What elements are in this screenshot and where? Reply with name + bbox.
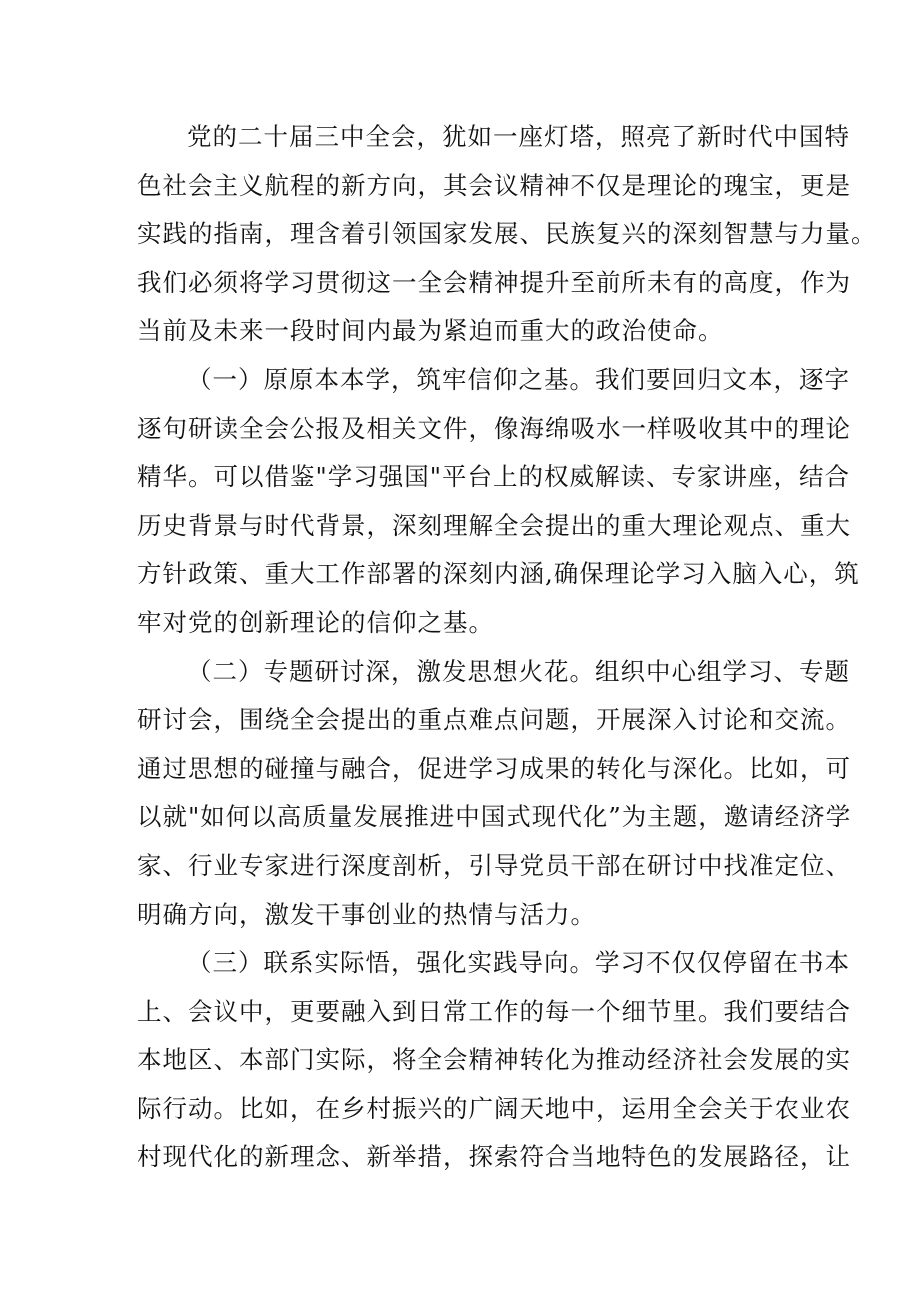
text-line: 上、会议中，更要融入到日常工作的每一个细节里。我们要结合 (137, 996, 851, 1026)
text-line: 历史背景与时代背景，深刻理解全会提出的重大理论观点、重大 (137, 510, 851, 540)
text-line: （一）原原本本学，筑牢信仰之基。我们要回归文本，逐字 (187, 364, 850, 394)
paragraph-section-1 (137, 356, 860, 648)
text-line: 本地区、本部门实际，将全会精神转化为推动经济社会发展的实 (137, 1045, 851, 1075)
text-line: （三）联系实际悟，强化实践导向。学习不仅仅停留在书本 (187, 948, 850, 978)
text-line: 逐句研读全会公报及相关文件，像海绵吸水一样吸收其中的理论 (137, 413, 851, 443)
paragraph-section-2 (137, 648, 852, 940)
text-line: 村现代化的新理念、新举措，探索符合当地特色的发展路径，让 (137, 1142, 851, 1172)
text-line: 我们必须将学习贯彻这一全会精神提升至前所未有的高度，作为 (137, 267, 851, 297)
text-line: 通过思想的碰撞与融合，促进学习成果的转化与深化。比如，可 (137, 753, 851, 783)
text-line: 精华。可以借鉴"学习强国"平台上的权威解读、专家讲座，结合 (137, 462, 851, 492)
text-line: （二）专题研讨深，激发思想火花。组织中心组学习、专题 (187, 656, 850, 686)
text-line: 以就"如何以高质量发展推进中国式现代化”为主题，邀请经济学 (137, 802, 852, 832)
text-line: 牢对党的创新理论的信仰之基。 (137, 607, 494, 637)
text-line: 际行动。比如，在乡村振兴的广阔天地中，运用全会关于农业农 (137, 1093, 851, 1123)
text-line: 研讨会，围绕全会提出的重点难点问题，开展深入讨论和交流。 (137, 705, 851, 735)
document-body (137, 113, 877, 1182)
text-line: 家、行业专家进行深度剖析，引导党员干部在研讨中找准定位、 (137, 850, 851, 880)
text-line: 色社会主义航程的新方向，其会议精神不仅是理论的瑰宝，更是 (137, 170, 851, 200)
text-line: 党的二十届三中全会，犹如一座灯塔，照亮了新时代中国特 (187, 122, 850, 151)
text-line: 实践的指南，理含着引领国家发展、民族复兴的深刻智慧与力量。 (137, 219, 877, 249)
text-line: 明确方向，激发干事创业的热情与活力。 (137, 899, 596, 929)
text-line: 方针政策、重大工作部署的深刻内涵,确保理论学习入脑入心，筑 (137, 559, 860, 589)
paragraph-section-3 (137, 939, 851, 1182)
text-line: 当前及未来一段时间内最为紧迫而重大的政治使命。 (137, 316, 724, 346)
paragraph-intro (137, 113, 877, 356)
